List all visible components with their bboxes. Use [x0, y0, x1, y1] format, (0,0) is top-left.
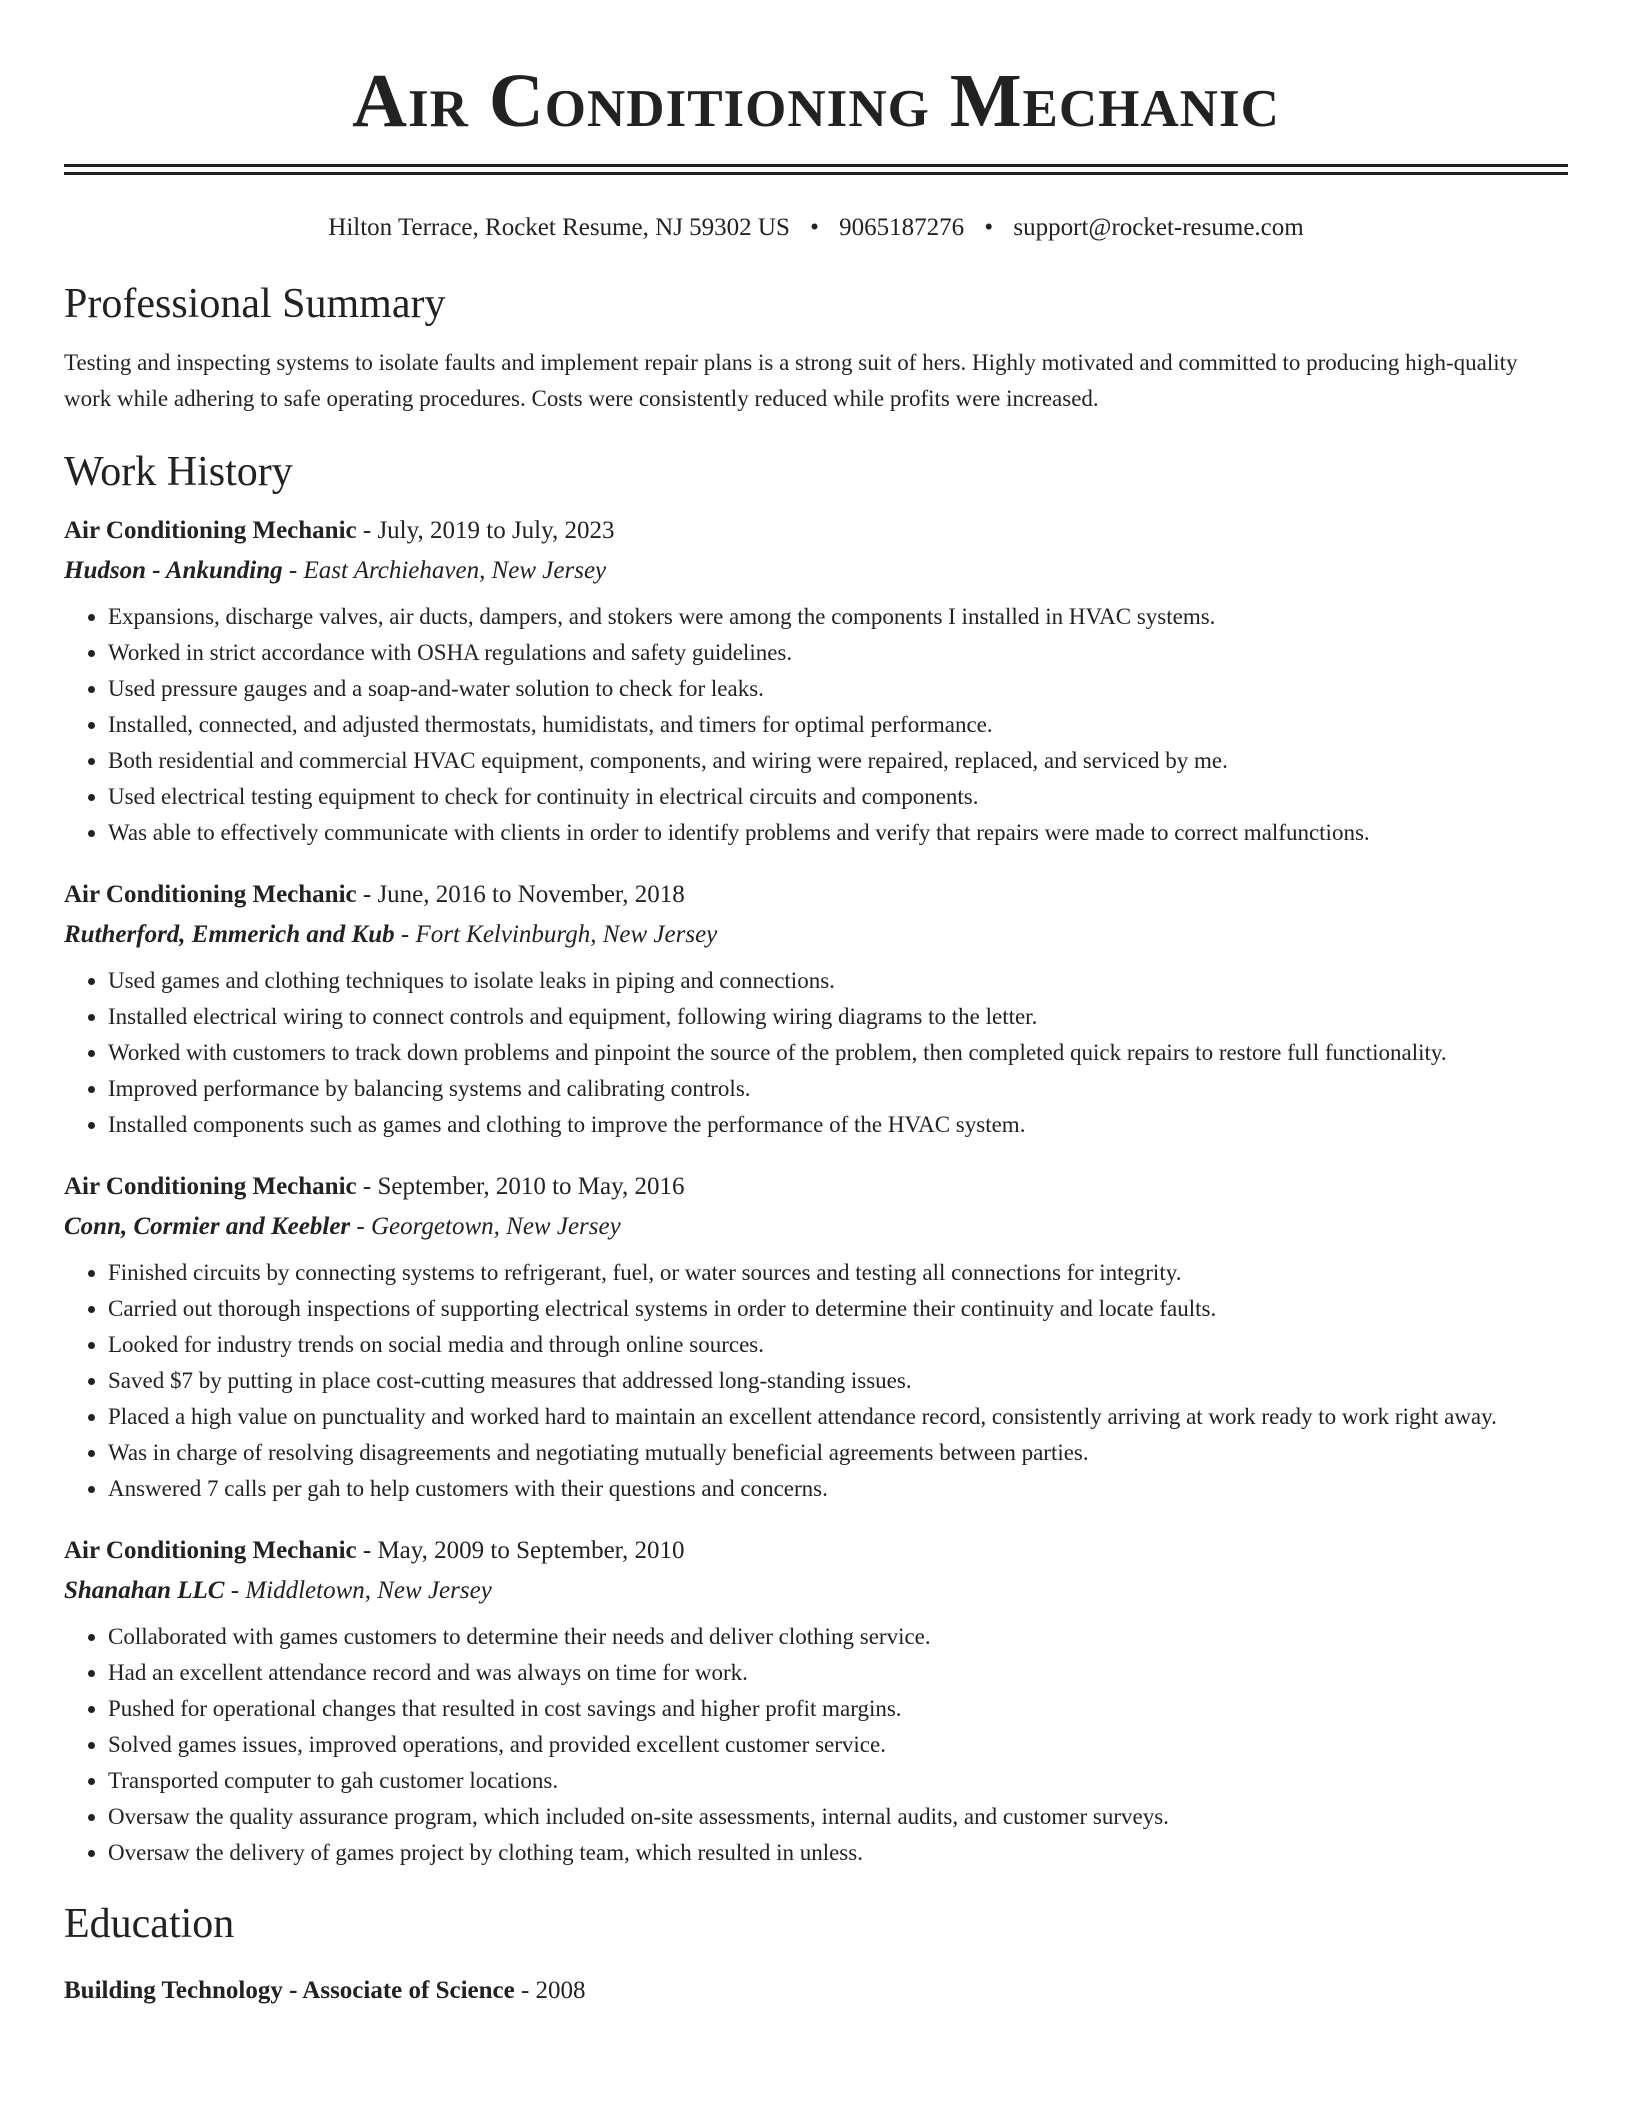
job-company-line [64, 915, 1568, 955]
job-bullet: • Solved games issues, improved operations, and provided excellent customer service. [108, 1727, 1568, 1763]
job-bullet: • Expansions, discharge valves, air ducts, dampers, and stokers were among the components I installed in HVAC systems. [108, 599, 1568, 635]
job-title-line [64, 1531, 1568, 1571]
job-bullet: • Worked in strict accordance with OSHA regulations and safety guidelines. [108, 635, 1568, 671]
work-history-heading: Work History [64, 449, 293, 495]
education-year: - 2008 [514, 1977, 586, 2004]
job-bullet: • Answered 7 calls per gah to help customers with their questions and concerns. [108, 1471, 1568, 1507]
job-location: - Georgetown, New Jersey [350, 1213, 621, 1240]
job-bullet: • Collaborated with games customers to determine their needs and deliver clothing service. [108, 1619, 1568, 1655]
job-location: - East Archiehaven, New Jersey [282, 557, 607, 584]
contact-separator: • [984, 214, 994, 241]
contact-email: support@rocket-resume.com [1013, 214, 1304, 241]
job-bullets [64, 963, 1568, 1143]
job-bullet: • Had an excellent attendance record and was always on time for work. [108, 1655, 1568, 1691]
job-dates: - September, 2010 to May, 2016 [356, 1173, 685, 1200]
contact-line [64, 211, 1568, 245]
summary-heading: Professional Summary [64, 281, 446, 327]
job-bullet: • Used electrical testing equipment to check for continuity in electrical circuits and components. [108, 779, 1568, 815]
job-bullet: • Installed components such as games and clothing to improve the performance of the HVAC system. [108, 1107, 1568, 1143]
job-role: Air Conditioning Mechanic [64, 881, 357, 908]
job-bullet: • Both residential and commercial HVAC equipment, components, and wiring were repaired, replaced, and serviced by me. [108, 743, 1568, 779]
job-dates: - May, 2009 to September, 2010 [356, 1537, 685, 1564]
job-company-line [64, 1571, 1568, 1611]
job-bullet: • Transported computer to gah customer locations. [108, 1763, 1568, 1799]
job-title-line [64, 875, 1568, 915]
job-title-line [64, 511, 1568, 551]
job-bullet: • Installed electrical wiring to connect controls and equipment, following wiring diagrams to the letter. [108, 999, 1568, 1035]
job-bullet: • Placed a high value on punctuality and worked hard to maintain an excellent attendance record, consistently arriving at work ready to work right away. [108, 1399, 1568, 1435]
job-entry [64, 875, 1568, 1143]
summary-text: Testing and inspecting systems to isolate faults and implement repair plans is a strong suit of hers. Highly motivated and committed to producing high-quality work while adhering to safe operating procedures. Costs were consistently reduced while profits were increased. [64, 350, 1518, 411]
job-location: - Middletown, New Jersey [224, 1577, 492, 1604]
job-bullet: • Used games and clothing techniques to isolate leaks in piping and connections. [108, 963, 1568, 999]
job-bullet: • Oversaw the quality assurance program, which included on-site assessments, internal audits, and customer surveys. [108, 1799, 1568, 1835]
job-bullet: • Was able to effectively communicate with clients in order to identify problems and verify that repairs were made to correct malfunctions. [108, 815, 1568, 851]
resume-name: Air Conditioning Mechanic [352, 59, 1280, 143]
education-heading: Education [64, 1901, 235, 1947]
job-bullet: • Improved performance by balancing systems and calibrating controls. [108, 1071, 1568, 1107]
job-dates: - June, 2016 to November, 2018 [356, 881, 685, 908]
contact-address: Hilton Terrace, Rocket Resume, NJ 59302 US [328, 214, 790, 241]
job-entry [64, 511, 1568, 851]
job-entry [64, 1531, 1568, 1871]
education-line [64, 1971, 1568, 2011]
education-degree: Building Technology - Associate of Science [64, 1977, 515, 2004]
job-bullet: • Pushed for operational changes that resulted in cost savings and higher profit margins. [108, 1691, 1568, 1727]
contact-separator: • [810, 214, 819, 241]
job-bullet: • Installed, connected, and adjusted thermostats, humidistats, and timers for optimal performance. [108, 707, 1568, 743]
job-company: Rutherford, Emmerich and Kub [64, 921, 395, 948]
contact-phone: 9065187276 [839, 214, 965, 241]
job-company-line [64, 551, 1568, 591]
job-bullet: • Finished circuits by connecting systems to refrigerant, fuel, or water sources and testing all connections for integrity. [108, 1255, 1568, 1291]
job-bullet: • Saved $7 by putting in place cost-cutting measures that addressed long-standing issues. [108, 1363, 1568, 1399]
job-bullet: • Carried out thorough inspections of supporting electrical systems in order to determine their continuity and locate faults. [108, 1291, 1568, 1327]
job-title-line [64, 1167, 1568, 1207]
job-bullets [64, 599, 1568, 851]
job-bullets [64, 1255, 1568, 1507]
job-company: Shanahan LLC [64, 1577, 225, 1604]
job-bullet: • Oversaw the delivery of games project by clothing team, which resulted in unless. [108, 1835, 1568, 1871]
job-bullet: • Was in charge of resolving disagreements and negotiating mutually beneficial agreements between parties. [108, 1435, 1568, 1471]
job-dates: - July, 2019 to July, 2023 [356, 517, 615, 544]
job-company: Hudson - Ankunding [64, 557, 283, 584]
job-bullet: • Worked with customers to track down problems and pinpoint the source of the problem, then completed quick repairs to restore full functionality. [108, 1035, 1568, 1071]
header-double-rule [64, 164, 1568, 175]
job-role: Air Conditioning Mechanic [64, 1173, 357, 1200]
job-bullet: • Used pressure gauges and a soap-and-water solution to check for leaks. [108, 671, 1568, 707]
job-bullets [64, 1619, 1568, 1871]
job-company: Conn, Cormier and Keebler [64, 1213, 351, 1240]
job-role: Air Conditioning Mechanic [64, 517, 357, 544]
job-role: Air Conditioning Mechanic [64, 1537, 357, 1564]
job-location: - Fort Kelvinburgh, New Jersey [394, 921, 718, 948]
job-bullet: • Looked for industry trends on social media and through online sources. [108, 1327, 1568, 1363]
job-company-line [64, 1207, 1568, 1247]
job-entry [64, 1167, 1568, 1507]
